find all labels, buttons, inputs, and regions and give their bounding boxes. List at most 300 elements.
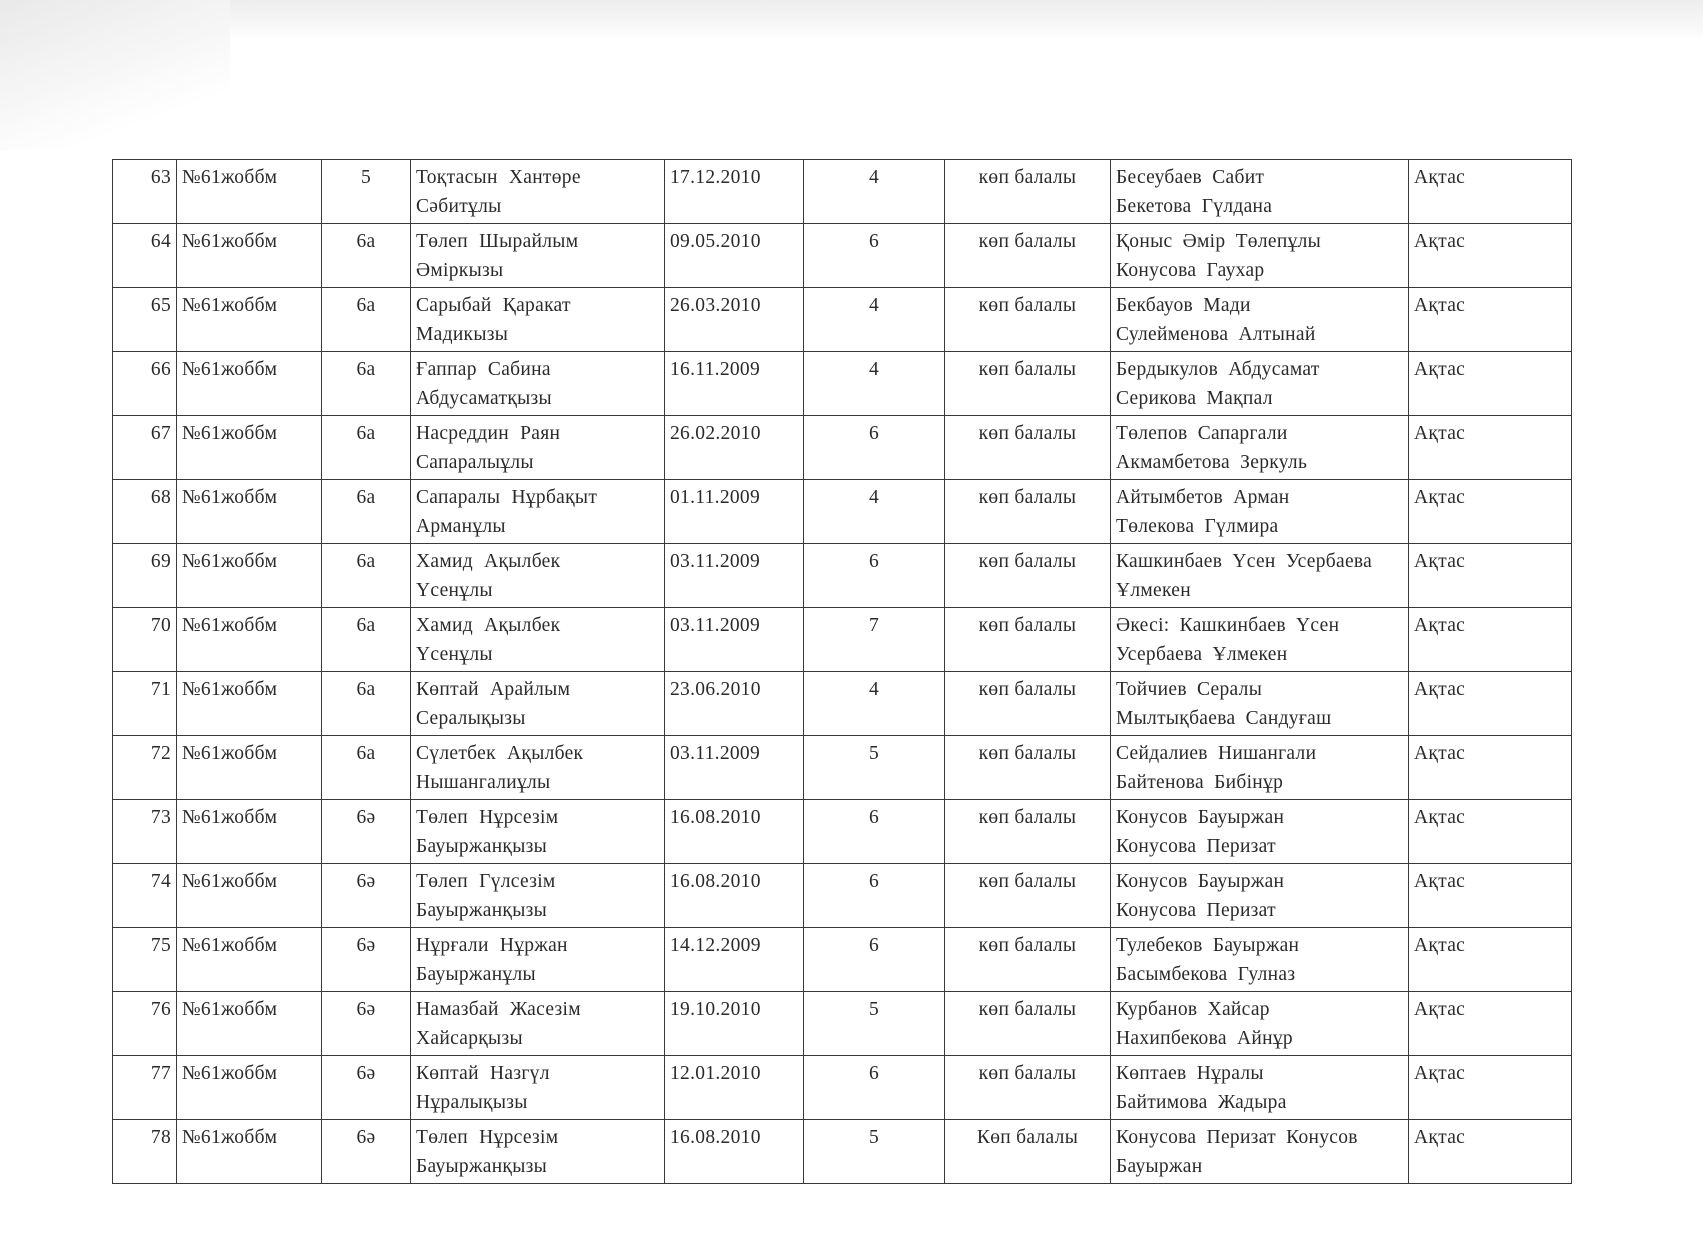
row-number-cell bbox=[113, 352, 177, 416]
family-status-cell bbox=[945, 160, 1111, 224]
parent-line-1: Тулебеков Бауыржан bbox=[1116, 935, 1300, 956]
school-cell bbox=[177, 800, 322, 864]
student-name-line-2: Әміркызы bbox=[416, 260, 504, 281]
birth-date: 16.11.2009 bbox=[670, 359, 761, 380]
family-status: көп балалы bbox=[978, 615, 1077, 636]
school-cell bbox=[177, 224, 322, 288]
class-name: 6а bbox=[356, 295, 376, 316]
student-name-line-1: Хамид Ақылбек bbox=[416, 551, 561, 572]
parent-line-1: Бекбауов Мади bbox=[1116, 295, 1251, 316]
locality-cell bbox=[1409, 992, 1572, 1056]
student-name-cell bbox=[411, 736, 665, 800]
row-number: 70 bbox=[150, 615, 171, 636]
locality-cell bbox=[1409, 928, 1572, 992]
student-name-cell bbox=[411, 800, 665, 864]
birth-date-cell bbox=[665, 1120, 804, 1184]
locality: Ақтас bbox=[1414, 167, 1466, 188]
birth-date: 09.05.2010 bbox=[670, 231, 761, 252]
birth-date-cell bbox=[665, 800, 804, 864]
birth-date: 16.08.2010 bbox=[670, 1127, 761, 1148]
school-cell bbox=[177, 544, 322, 608]
table-row bbox=[113, 992, 1572, 1056]
row-number-cell bbox=[113, 1056, 177, 1120]
school-name: №61жоббм bbox=[182, 359, 278, 380]
class-name: 6а bbox=[356, 231, 376, 252]
birth-date-cell bbox=[665, 928, 804, 992]
table-row bbox=[113, 288, 1572, 352]
parents-cell bbox=[1111, 992, 1409, 1056]
school-cell bbox=[177, 416, 322, 480]
children-count-cell bbox=[804, 224, 945, 288]
parent-line-2: Нахипбекова Айнұр bbox=[1116, 1028, 1293, 1049]
parent-line-2: Ұлмекен bbox=[1116, 580, 1191, 601]
birth-date: 26.03.2010 bbox=[670, 295, 761, 316]
locality-cell bbox=[1409, 416, 1572, 480]
parent-line-1: Конусова Перизат Конусов bbox=[1116, 1127, 1358, 1148]
parent-line-2: Байтенова Бибінұр bbox=[1116, 772, 1284, 793]
class-cell bbox=[322, 544, 411, 608]
birth-date: 03.11.2009 bbox=[670, 615, 761, 636]
birth-date-cell bbox=[665, 672, 804, 736]
birth-date-cell bbox=[665, 480, 804, 544]
birth-date: 26.02.2010 bbox=[670, 423, 761, 444]
children-count: 4 bbox=[868, 487, 880, 508]
parent-line-2: Бекетова Гүлдана bbox=[1116, 196, 1273, 217]
parent-line-2: Усербаева Ұлмекен bbox=[1116, 644, 1288, 665]
row-number-cell bbox=[113, 416, 177, 480]
class-cell bbox=[322, 224, 411, 288]
parents-cell bbox=[1111, 544, 1409, 608]
locality-cell bbox=[1409, 1120, 1572, 1184]
parent-line-1: Сейдалиев Нишангали bbox=[1116, 743, 1317, 764]
student-name-cell bbox=[411, 928, 665, 992]
children-count-cell bbox=[804, 480, 945, 544]
school-name: №61жоббм bbox=[182, 807, 278, 828]
birth-date-cell bbox=[665, 1056, 804, 1120]
student-name-cell bbox=[411, 224, 665, 288]
student-name-cell bbox=[411, 1120, 665, 1184]
class-name: 6а bbox=[356, 423, 376, 444]
birth-date: 16.08.2010 bbox=[670, 871, 761, 892]
student-name-line-2: Хайсарқызы bbox=[416, 1028, 523, 1049]
school-name: №61жоббм bbox=[182, 167, 278, 188]
birth-date-cell bbox=[665, 864, 804, 928]
row-number: 77 bbox=[150, 1063, 171, 1084]
student-name-line-1: Көптай Назгүл bbox=[416, 1063, 550, 1084]
family-status: көп балалы bbox=[978, 487, 1077, 508]
birth-date-cell bbox=[665, 608, 804, 672]
family-status-cell bbox=[945, 288, 1111, 352]
birth-date: 17.12.2010 bbox=[670, 167, 761, 188]
table-row bbox=[113, 160, 1572, 224]
table-row bbox=[113, 1120, 1572, 1184]
parents-cell bbox=[1111, 864, 1409, 928]
children-count-cell bbox=[804, 608, 945, 672]
family-status-cell bbox=[945, 864, 1111, 928]
parents-cell bbox=[1111, 288, 1409, 352]
family-status: көп балалы bbox=[978, 807, 1077, 828]
school-name: №61жоббм bbox=[182, 1063, 278, 1084]
birth-date-cell bbox=[665, 288, 804, 352]
school-cell bbox=[177, 160, 322, 224]
row-number-cell bbox=[113, 992, 177, 1056]
class-cell bbox=[322, 288, 411, 352]
locality-cell bbox=[1409, 160, 1572, 224]
birth-date: 16.08.2010 bbox=[670, 807, 761, 828]
family-status-cell bbox=[945, 480, 1111, 544]
student-name-line-1: Сүлетбек Ақылбек bbox=[416, 743, 584, 764]
children-count-cell bbox=[804, 736, 945, 800]
birth-date-cell bbox=[665, 416, 804, 480]
locality: Ақтас bbox=[1414, 551, 1466, 572]
family-status-cell bbox=[945, 992, 1111, 1056]
class-cell bbox=[322, 1056, 411, 1120]
school-cell bbox=[177, 352, 322, 416]
school-cell bbox=[177, 288, 322, 352]
school-name: №61жоббм bbox=[182, 935, 278, 956]
parents-cell bbox=[1111, 672, 1409, 736]
class-name: 6а bbox=[356, 615, 376, 636]
children-count: 6 bbox=[868, 551, 880, 572]
parents-cell bbox=[1111, 1120, 1409, 1184]
school-name: №61жоббм bbox=[182, 1127, 278, 1148]
school-name: №61жоббм bbox=[182, 487, 278, 508]
locality-cell bbox=[1409, 544, 1572, 608]
family-status: көп балалы bbox=[978, 551, 1077, 572]
locality: Ақтас bbox=[1414, 1063, 1466, 1084]
parents-cell bbox=[1111, 928, 1409, 992]
row-number-cell bbox=[113, 544, 177, 608]
table-row bbox=[113, 672, 1572, 736]
student-name-cell bbox=[411, 672, 665, 736]
parent-line-2: Сулейменова Алтынай bbox=[1116, 324, 1316, 345]
row-number-cell bbox=[113, 608, 177, 672]
row-number: 69 bbox=[150, 551, 171, 572]
locality: Ақтас bbox=[1414, 935, 1466, 956]
parent-line-2: Бауыржан bbox=[1116, 1156, 1203, 1177]
student-name-line-1: Хамид Ақылбек bbox=[416, 615, 561, 636]
student-name-line-1: Насреддин Раян bbox=[416, 423, 561, 444]
student-name-cell bbox=[411, 480, 665, 544]
locality-cell bbox=[1409, 672, 1572, 736]
class-cell bbox=[322, 672, 411, 736]
parent-line-2: Байтимова Жадыра bbox=[1116, 1092, 1287, 1113]
row-number: 76 bbox=[150, 999, 171, 1020]
locality-cell bbox=[1409, 352, 1572, 416]
birth-date: 03.11.2009 bbox=[670, 743, 761, 764]
children-count-cell bbox=[804, 544, 945, 608]
student-name-line-1: Тоқтасын Хантөре bbox=[416, 167, 581, 188]
school-name: №61жоббм bbox=[182, 871, 278, 892]
row-number-cell bbox=[113, 800, 177, 864]
table-row bbox=[113, 608, 1572, 672]
student-name-line-1: Төлеп Нұрсезім bbox=[416, 1127, 559, 1148]
parents-cell bbox=[1111, 736, 1409, 800]
locality-cell bbox=[1409, 224, 1572, 288]
locality: Ақтас bbox=[1414, 615, 1466, 636]
student-name-cell bbox=[411, 1056, 665, 1120]
class-name: 6ә bbox=[356, 999, 376, 1020]
student-name-line-2: Сапаралыұлы bbox=[416, 452, 534, 473]
locality: Ақтас bbox=[1414, 679, 1466, 700]
table-row bbox=[113, 480, 1572, 544]
table-row bbox=[113, 736, 1572, 800]
row-number: 66 bbox=[150, 359, 171, 380]
locality: Ақтас bbox=[1414, 1127, 1466, 1148]
children-count: 4 bbox=[868, 167, 880, 188]
children-count-cell bbox=[804, 1056, 945, 1120]
student-name-line-1: Төлеп Шырайлым bbox=[416, 231, 579, 252]
row-number-cell bbox=[113, 736, 177, 800]
school-cell bbox=[177, 992, 322, 1056]
school-cell bbox=[177, 672, 322, 736]
parent-line-1: Бердыкулов Абдусамат bbox=[1116, 359, 1320, 380]
parent-line-1: Айтымбетов Арман bbox=[1116, 487, 1290, 508]
family-status-cell bbox=[945, 608, 1111, 672]
parents-cell bbox=[1111, 608, 1409, 672]
family-status-cell bbox=[945, 224, 1111, 288]
table-row bbox=[113, 352, 1572, 416]
class-name: 6ә bbox=[356, 1127, 376, 1148]
birth-date: 01.11.2009 bbox=[670, 487, 761, 508]
student-name-line-1: Сапаралы Нұрбақыт bbox=[416, 487, 598, 508]
table-row bbox=[113, 544, 1572, 608]
family-status: көп балалы bbox=[978, 359, 1077, 380]
birth-date: 14.12.2009 bbox=[670, 935, 761, 956]
birth-date: 03.11.2009 bbox=[670, 551, 761, 572]
class-name: 6ә bbox=[356, 1063, 376, 1084]
parent-line-2: Акмамбетова Зеркуль bbox=[1116, 452, 1308, 473]
family-status: көп балалы bbox=[978, 871, 1077, 892]
parent-line-2: Мылтықбаева Сандуғаш bbox=[1116, 708, 1332, 729]
family-status-cell bbox=[945, 352, 1111, 416]
family-status: көп балалы bbox=[978, 295, 1077, 316]
locality: Ақтас bbox=[1414, 295, 1466, 316]
class-name: 6ә bbox=[356, 807, 376, 828]
table-row bbox=[113, 928, 1572, 992]
locality-cell bbox=[1409, 800, 1572, 864]
parents-cell bbox=[1111, 800, 1409, 864]
parent-line-1: Әкесі: Кашкинбаев Үсен bbox=[1116, 615, 1340, 636]
student-name-line-2: Бауыржанұлы bbox=[416, 964, 536, 985]
parent-line-1: Төлепов Сапаргали bbox=[1116, 423, 1288, 444]
class-cell bbox=[322, 416, 411, 480]
children-count: 6 bbox=[868, 231, 880, 252]
student-name-cell bbox=[411, 608, 665, 672]
locality-cell bbox=[1409, 608, 1572, 672]
class-cell bbox=[322, 160, 411, 224]
children-count: 6 bbox=[868, 807, 880, 828]
locality-cell bbox=[1409, 1056, 1572, 1120]
locality: Ақтас bbox=[1414, 999, 1466, 1020]
row-number: 63 bbox=[150, 167, 171, 188]
class-cell bbox=[322, 992, 411, 1056]
family-status-cell bbox=[945, 736, 1111, 800]
family-status: көп балалы bbox=[978, 231, 1077, 252]
student-name-line-1: Нұрғали Нұржан bbox=[416, 935, 568, 956]
parent-line-1: Бесеубаев Сабит bbox=[1116, 167, 1265, 188]
school-name: №61жоббм bbox=[182, 743, 278, 764]
school-cell bbox=[177, 1056, 322, 1120]
locality: Ақтас bbox=[1414, 231, 1466, 252]
parents-cell bbox=[1111, 160, 1409, 224]
row-number-cell bbox=[113, 928, 177, 992]
family-status: Көп балалы bbox=[976, 1127, 1079, 1148]
school-cell bbox=[177, 1120, 322, 1184]
parents-cell bbox=[1111, 1056, 1409, 1120]
class-name: 6ә bbox=[356, 871, 376, 892]
family-status-cell bbox=[945, 544, 1111, 608]
row-number: 71 bbox=[150, 679, 171, 700]
family-status: көп балалы bbox=[978, 1063, 1077, 1084]
row-number: 74 bbox=[150, 871, 171, 892]
locality: Ақтас bbox=[1414, 359, 1466, 380]
birth-date: 12.01.2010 bbox=[670, 1063, 761, 1084]
student-name-cell bbox=[411, 864, 665, 928]
birth-date-cell bbox=[665, 352, 804, 416]
parent-line-1: Кашкинбаев Үсен Усербаева bbox=[1116, 551, 1373, 572]
class-cell bbox=[322, 1120, 411, 1184]
parent-line-1: Қоныс Әмір Төлепұлы bbox=[1116, 231, 1322, 252]
row-number-cell bbox=[113, 480, 177, 544]
children-count: 4 bbox=[868, 295, 880, 316]
school-cell bbox=[177, 608, 322, 672]
student-name-line-2: Бауыржанқызы bbox=[416, 1156, 548, 1177]
locality-cell bbox=[1409, 288, 1572, 352]
family-status-cell bbox=[945, 672, 1111, 736]
parent-line-1: Көптаев Нұралы bbox=[1116, 1063, 1264, 1084]
children-count-cell bbox=[804, 1120, 945, 1184]
birth-date: 19.10.2010 bbox=[670, 999, 761, 1020]
family-status: көп балалы bbox=[978, 935, 1077, 956]
school-name: №61жоббм bbox=[182, 679, 278, 700]
children-count: 5 bbox=[868, 999, 880, 1020]
birth-date-cell bbox=[665, 736, 804, 800]
children-count-cell bbox=[804, 288, 945, 352]
school-cell bbox=[177, 480, 322, 544]
birth-date-cell bbox=[665, 992, 804, 1056]
children-count-cell bbox=[804, 352, 945, 416]
student-name-line-1: Намазбай Жасезім bbox=[416, 999, 581, 1020]
school-name: №61жоббм bbox=[182, 295, 278, 316]
locality: Ақтас bbox=[1414, 423, 1466, 444]
parent-line-1: Конусов Бауыржан bbox=[1116, 807, 1285, 828]
row-number: 75 bbox=[150, 935, 171, 956]
parent-line-2: Конусова Гаухар bbox=[1116, 260, 1265, 281]
student-name-line-2: Нышангалиұлы bbox=[416, 772, 551, 793]
class-cell bbox=[322, 480, 411, 544]
class-name: 5 bbox=[360, 167, 372, 188]
row-number: 67 bbox=[150, 423, 171, 444]
school-name: №61жоббм bbox=[182, 615, 278, 636]
row-number: 78 bbox=[150, 1127, 171, 1148]
parents-cell bbox=[1111, 480, 1409, 544]
row-number: 65 bbox=[150, 295, 171, 316]
children-count-cell bbox=[804, 416, 945, 480]
children-count: 4 bbox=[868, 359, 880, 380]
birth-date-cell bbox=[665, 224, 804, 288]
class-name: 6а bbox=[356, 679, 376, 700]
student-name-cell bbox=[411, 160, 665, 224]
student-name-line-2: Сералықызы bbox=[416, 708, 526, 729]
family-status: көп балалы bbox=[978, 999, 1077, 1020]
student-name-line-2: Үсенұлы bbox=[416, 580, 493, 601]
school-name: №61жоббм bbox=[182, 999, 278, 1020]
student-name-cell bbox=[411, 416, 665, 480]
student-name-line-2: Бауыржанқызы bbox=[416, 836, 548, 857]
parent-line-2: Басымбекова Гулназ bbox=[1116, 964, 1296, 985]
parent-line-2: Төлекова Гүлмира bbox=[1116, 516, 1279, 537]
class-cell bbox=[322, 736, 411, 800]
student-name-line-2: Сәбитұлы bbox=[416, 196, 502, 217]
class-cell bbox=[322, 352, 411, 416]
table-row bbox=[113, 800, 1572, 864]
table-row bbox=[113, 864, 1572, 928]
locality: Ақтас bbox=[1414, 871, 1466, 892]
birth-date-cell bbox=[665, 160, 804, 224]
student-name-line-2: Нұралықызы bbox=[416, 1092, 528, 1113]
class-cell bbox=[322, 800, 411, 864]
locality-cell bbox=[1409, 480, 1572, 544]
school-name: №61жоббм bbox=[182, 551, 278, 572]
family-status-cell bbox=[945, 1120, 1111, 1184]
row-number-cell bbox=[113, 160, 177, 224]
children-count-cell bbox=[804, 928, 945, 992]
children-count-cell bbox=[804, 992, 945, 1056]
student-name-line-1: Төлеп Нұрсезім bbox=[416, 807, 559, 828]
student-name-line-2: Арманұлы bbox=[416, 516, 506, 537]
school-name: №61жоббм bbox=[182, 231, 278, 252]
locality: Ақтас bbox=[1414, 743, 1466, 764]
parent-line-1: Тойчиев Сералы bbox=[1116, 679, 1263, 700]
school-cell bbox=[177, 864, 322, 928]
student-name-cell bbox=[411, 288, 665, 352]
parents-cell bbox=[1111, 416, 1409, 480]
birth-date: 23.06.2010 bbox=[670, 679, 761, 700]
row-number: 72 bbox=[150, 743, 171, 764]
row-number-cell bbox=[113, 864, 177, 928]
locality: Ақтас bbox=[1414, 807, 1466, 828]
children-count: 5 bbox=[868, 1127, 880, 1148]
parent-line-2: Конусова Перизат bbox=[1116, 836, 1276, 857]
student-name-cell bbox=[411, 544, 665, 608]
student-name-line-1: Сарыбай Қаракат bbox=[416, 295, 571, 316]
class-cell bbox=[322, 864, 411, 928]
family-status: көп балалы bbox=[978, 423, 1077, 444]
class-name: 6а bbox=[356, 487, 376, 508]
student-register-table bbox=[112, 159, 1572, 1184]
children-count: 6 bbox=[868, 871, 880, 892]
class-name: 6а bbox=[356, 551, 376, 572]
student-name-cell bbox=[411, 992, 665, 1056]
student-name-line-1: Ғаппар Сабина bbox=[416, 359, 551, 380]
row-number-cell bbox=[113, 288, 177, 352]
parent-line-2: Серикова Мақпал bbox=[1116, 388, 1273, 409]
class-cell bbox=[322, 928, 411, 992]
family-status-cell bbox=[945, 416, 1111, 480]
children-count-cell bbox=[804, 672, 945, 736]
birth-date-cell bbox=[665, 544, 804, 608]
parent-line-1: Конусов Бауыржан bbox=[1116, 871, 1285, 892]
family-status-cell bbox=[945, 928, 1111, 992]
school-cell bbox=[177, 736, 322, 800]
row-number-cell bbox=[113, 1120, 177, 1184]
class-name: 6а bbox=[356, 743, 376, 764]
family-status-cell bbox=[945, 1056, 1111, 1120]
parents-cell bbox=[1111, 352, 1409, 416]
table-row bbox=[113, 1056, 1572, 1120]
table-row bbox=[113, 416, 1572, 480]
